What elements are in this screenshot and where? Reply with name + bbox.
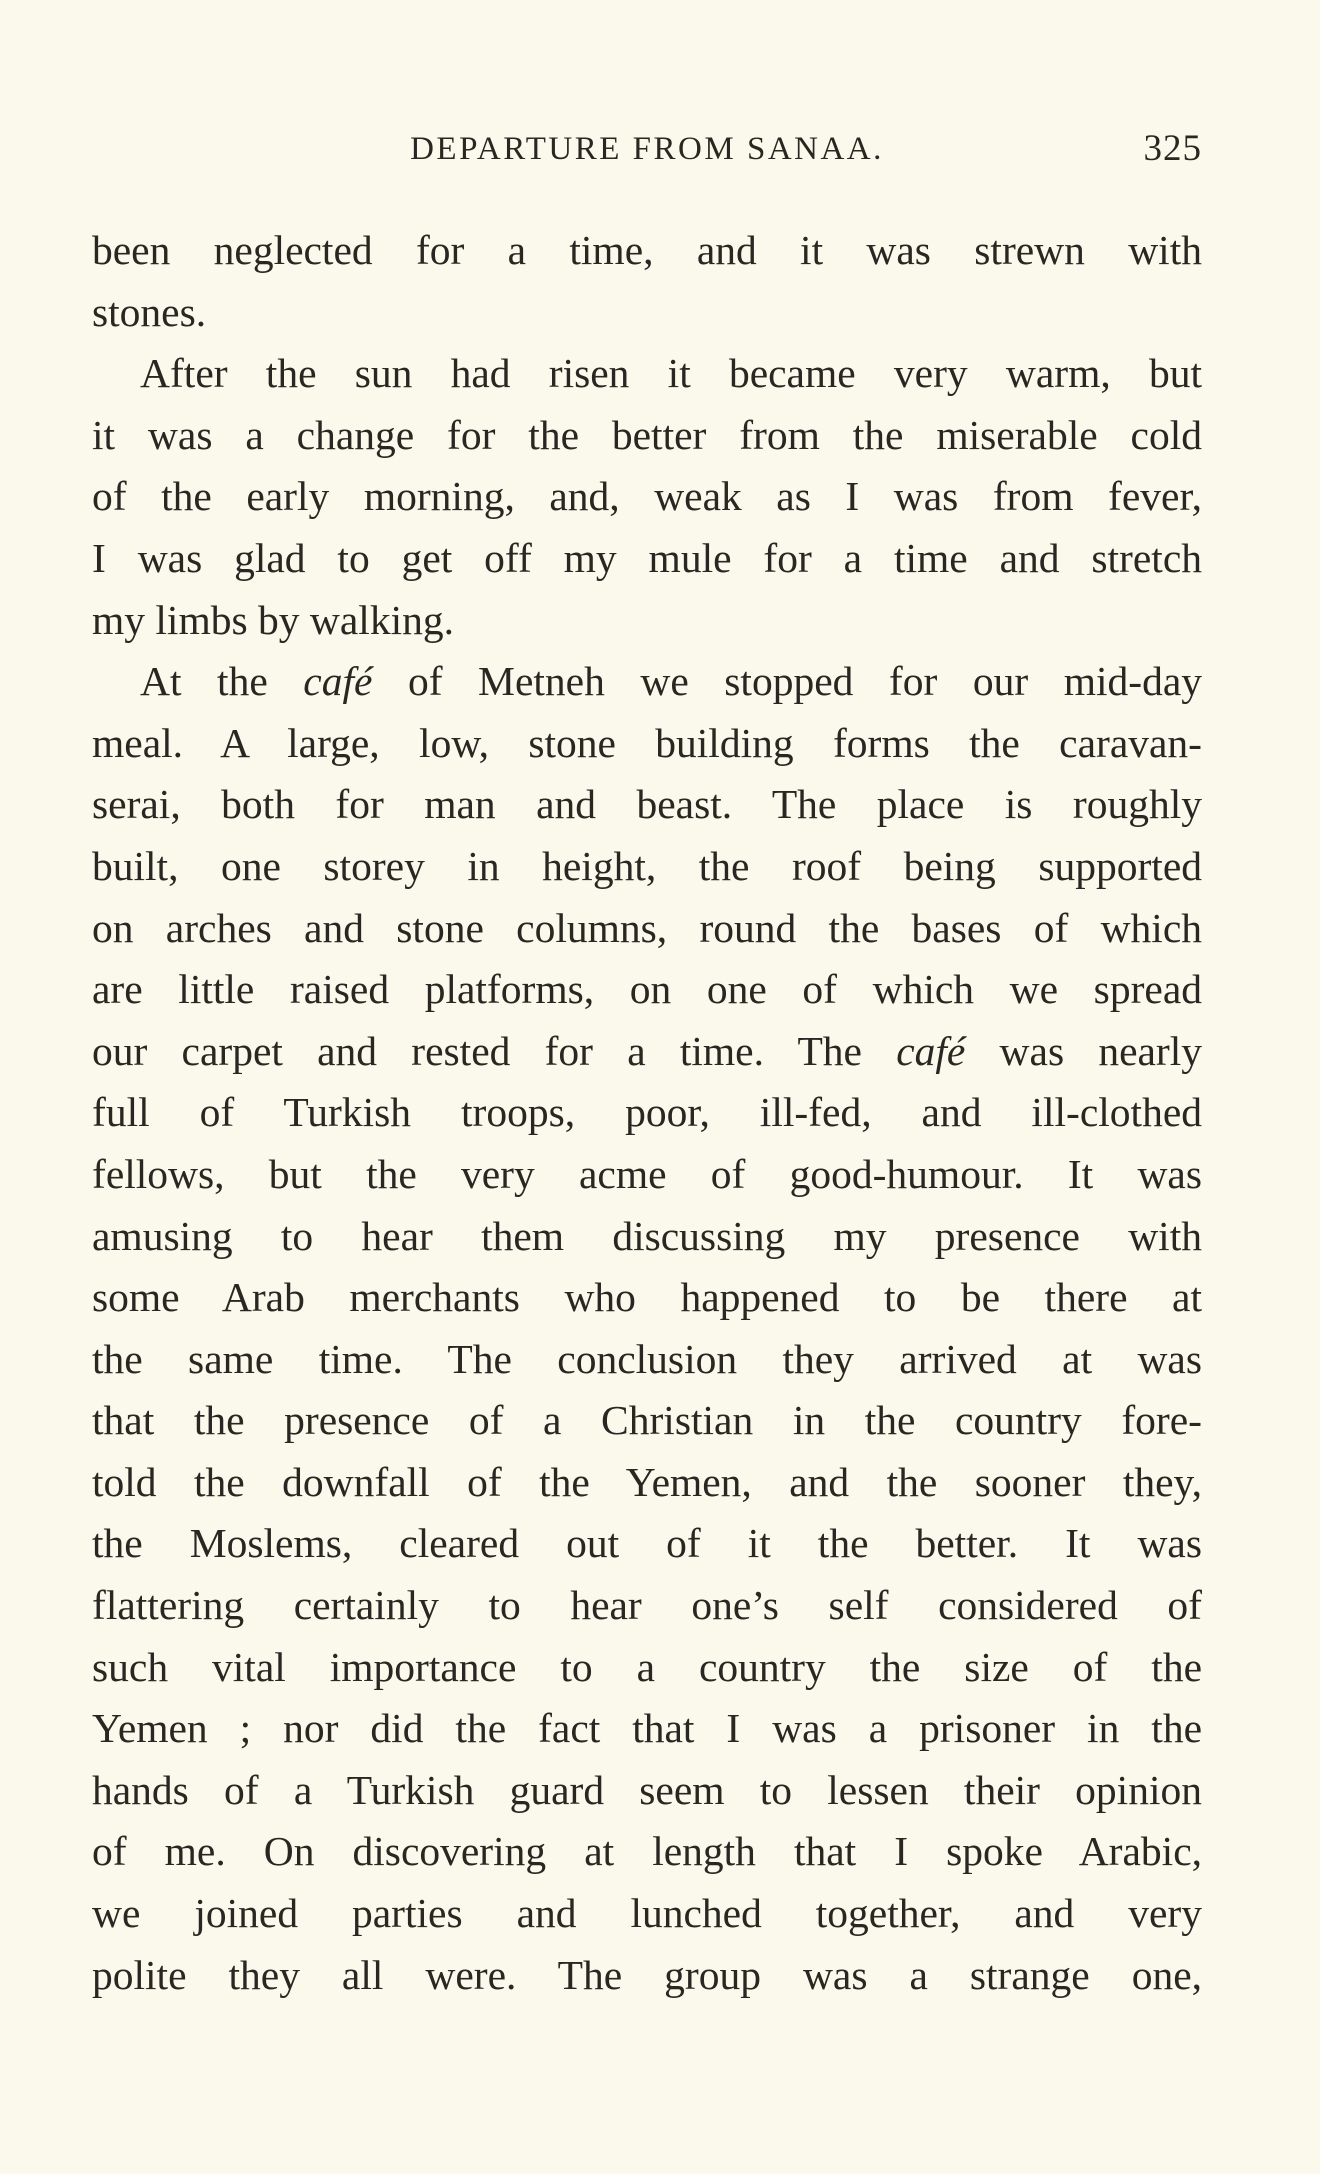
text-line: the Moslems, cleared out of it the better. It was: [92, 1520, 1202, 1567]
text-line: [92, 651, 1202, 713]
text-line: hands of a Turkish guard seem to lessen their opinion: [92, 1766, 1202, 1813]
text-line: that the presence of a Christian in the country fore-: [92, 1397, 1202, 1444]
text-line: the same time. The conclusion they arrived at was: [92, 1335, 1202, 1382]
text-line: we joined parties and lunched together, and very: [92, 1890, 1202, 1937]
text-line: some Arab merchants who happened to be there at: [92, 1274, 1202, 1321]
text-line: are little raised platforms, on one of which we spread: [92, 966, 1202, 1013]
text-segment: our carpet and rested for a time. The: [92, 1027, 897, 1074]
text-line: After the sun had risen it became very warm, but: [140, 350, 1202, 397]
text-line: my limbs by walking.: [92, 596, 454, 643]
text-line: it was a change for the better from the miserable cold: [92, 411, 1202, 458]
text-line: of the early morning, and, weak as I was from fever,: [92, 473, 1202, 520]
text-segment: was nearly: [965, 1027, 1203, 1074]
text-line: I was glad to get off my mule for a time and stretch: [92, 534, 1202, 581]
text-line: been neglected for a time, and it was strewn with: [92, 227, 1202, 273]
text-line: told the downfall of the Yemen, and the sooner they,: [92, 1458, 1202, 1505]
italic-word: café: [896, 1027, 966, 1074]
text-line: such vital importance to a country the size of the: [92, 1643, 1202, 1690]
text-line: amusing to hear them discussing my presence with: [92, 1212, 1202, 1259]
text-line: on arches and stone columns, round the bases of which: [92, 904, 1202, 951]
text-line: flattering certainly to hear one’s self considered of: [92, 1582, 1202, 1629]
text-segment: of Metneh we stopped for our mid-day: [372, 658, 1202, 705]
text-line: built, one storey in height, the roof being supported: [92, 842, 1202, 889]
italic-word: café: [303, 658, 373, 705]
body-text: [92, 220, 1202, 2006]
text-line: of me. On discovering at length that I spoke Arabic,: [92, 1828, 1202, 1875]
text-line: serai, both for man and beast. The place is roughly: [92, 781, 1202, 828]
running-head: [92, 124, 1202, 174]
text-line: meal. A large, low, stone building forms the caravan-: [92, 719, 1202, 766]
text-line: Yemen ; nor did the fact that I was a prisoner in the: [92, 1705, 1202, 1752]
text-line: stones.: [92, 288, 207, 335]
text-line: fellows, but the very acme of good-humour. It was: [92, 1150, 1202, 1197]
text-line: full of Turkish troops, poor, ill-fed, and ill-clothed: [92, 1089, 1202, 1136]
text-segment: At the: [140, 658, 304, 705]
text-line: [92, 1021, 1202, 1083]
running-title: DEPARTURE FROM SANAA.: [410, 131, 884, 167]
text-line: polite they all were. The group was a strange one,: [92, 1951, 1202, 1998]
page-number: 325: [1143, 128, 1202, 169]
